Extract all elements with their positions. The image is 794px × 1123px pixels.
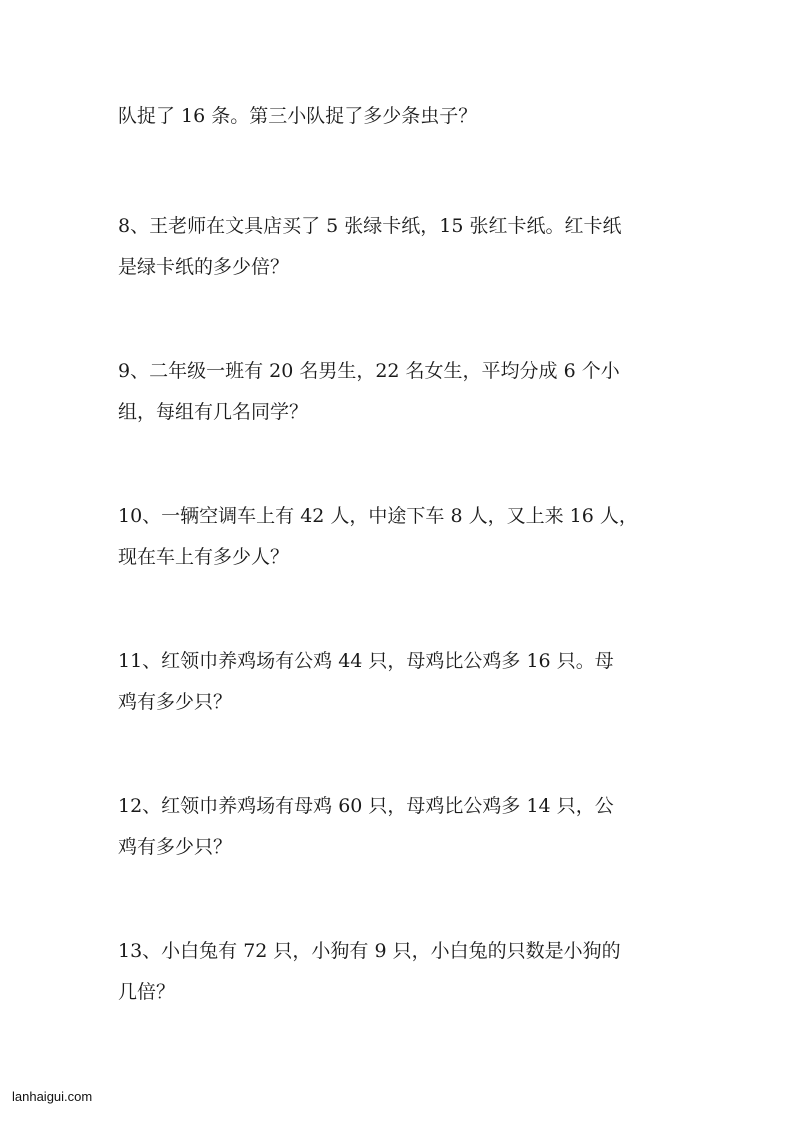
question-7-continuation [118,96,688,137]
question-line: 8、王老师在文具店买了 5 张绿卡纸，15 张红卡纸。红卡纸 [118,215,622,237]
question-12 [118,786,688,868]
question-line: 12、红领巾养鸡场有母鸡 60 只，母鸡比公鸡多 14 只，公 [118,795,614,817]
question-line: 几倍？ [118,981,176,1003]
question-10 [118,496,688,578]
question-line: 是绿卡纸的多少倍？ [118,256,290,278]
site-watermark: lanhaigui.com [12,1089,93,1104]
question-13 [118,931,688,1013]
question-line: 9、二年级一班有 20 名男生，22 名女生，平均分成 6 个小 [118,360,620,382]
question-9 [118,351,688,433]
question-line: 鸡有多少只？ [118,836,233,858]
question-line: 队捉了 16 条。第三小队捉了多少条虫子？ [118,105,478,127]
question-line: 组，每组有几名同学？ [118,401,309,423]
question-line: 鸡有多少只？ [118,691,233,713]
question-8 [118,206,688,288]
question-line: 现在车上有多少人？ [118,546,290,568]
question-line: 11、红领巾养鸡场有公鸡 44 只，母鸡比公鸡多 16 只。母 [118,650,614,672]
question-line: 13、小白兔有 72 只，小狗有 9 只，小白兔的只数是小狗的 [118,940,621,962]
question-11 [118,641,688,723]
question-line: 10、一辆空调车上有 42 人，中途下车 8 人，又上来 16 人， [118,505,638,527]
